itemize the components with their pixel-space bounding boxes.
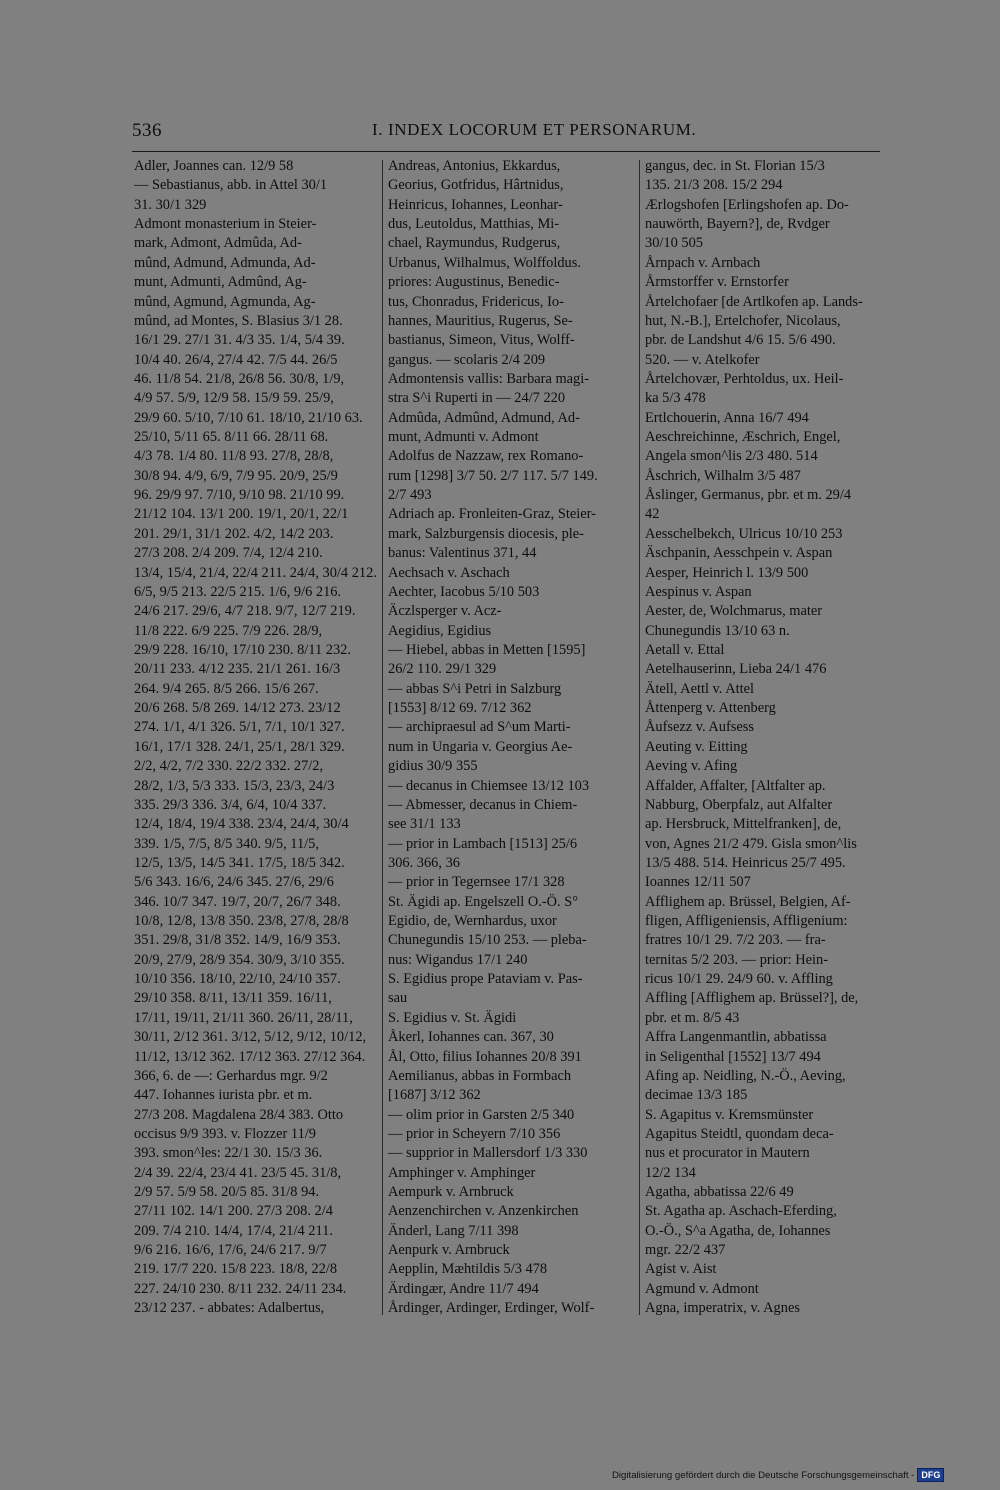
index-line: 13/5 488. 514. Heinricus 25/7 495. xyxy=(645,854,846,871)
index-line: nus: Wigandus 17/1 240 xyxy=(388,951,528,968)
index-line: 335. 29/3 336. 3/4, 6/4, 10/4 337. xyxy=(134,796,327,813)
index-line: Angela smon^lis 2/3 480. 514 xyxy=(645,448,818,465)
index-line: Afflighem ap. Brüssel, Belgien, Af- xyxy=(645,893,851,910)
index-line: Admont monasterium in Steier- xyxy=(134,216,317,233)
index-line: 96. 29/9 97. 7/10, 9/10 98. 21/10 99. xyxy=(134,487,345,504)
index-line: 4/3 78. 1/4 80. 11/8 93. 27/8, 28/8, xyxy=(134,448,334,465)
index-line: 16/1, 17/1 328. 24/1, 25/1, 28/1 329. xyxy=(134,738,345,755)
index-line: Årdinger, Ardinger, Erdinger, Wolf- xyxy=(388,1300,595,1317)
index-line: Affling [Afflighem ap. Brüssel?], de, xyxy=(645,990,859,1007)
index-line: Änderl, Lang 7/11 398 xyxy=(388,1222,519,1239)
index-line: hannes, Mauritius, Rugerus, Se- xyxy=(388,312,573,329)
index-line: Aemilianus, abbas in Formbach xyxy=(388,1067,572,1084)
index-line: 135. 21/3 208. 15/2 294 xyxy=(645,177,783,194)
index-line: Aesschelbekch, Ulricus 10/10 253 xyxy=(645,525,843,542)
index-line: fratres 10/1 29. 7/2 203. — fra- xyxy=(645,932,826,949)
index-line: ap. Hersbruck, Mittelfranken], de, xyxy=(645,816,842,833)
index-line: 13/4, 15/4, 21/4, 22/4 211. 24/4, 30/4 212. xyxy=(134,564,377,581)
index-line: Aesper, Heinrich l. 13/9 500 xyxy=(645,564,809,581)
index-line: Admontensis vallis: Barbara magi- xyxy=(388,370,590,387)
index-line: 10/8, 12/8, 13/8 350. 23/8, 27/8, 28/8 xyxy=(134,913,349,930)
index-line: 30/10 505 xyxy=(645,235,703,252)
index-line: Årtelchovær, Perhtoldus, ux. Heil- xyxy=(645,370,844,387)
index-line: stra S^i Ruperti in — 24/7 220 xyxy=(388,390,566,407)
index-line: 6/5, 9/5 213. 22/5 215. 1/6, 9/6 216. xyxy=(134,583,342,600)
index-line: sau xyxy=(388,990,408,1007)
index-line: Nabburg, Oberpfalz, aut Alfalter xyxy=(645,796,833,813)
index-line: Äczlsperger v. Acz- xyxy=(388,603,502,620)
index-line: Chunegundis 13/10 63 n. xyxy=(645,622,790,639)
index-line: Aespinus v. Aspan xyxy=(645,583,752,600)
index-line: 264. 9/4 265. 8/5 266. 15/6 267. xyxy=(134,680,319,697)
index-line: bastianus, Simeon, Vitus, Wolff- xyxy=(388,332,575,349)
index-line: mûnd, ad Montes, S. Blasius 3/1 28. xyxy=(134,312,343,329)
index-line: Aepplin, Mæhtildis 5/3 478 xyxy=(388,1261,548,1278)
index-line: 11/8 222. 6/9 225. 7/9 226. 28/9, xyxy=(134,622,323,639)
index-line: Årnpach v. Arnbach xyxy=(645,254,761,271)
index-line: 201. 29/1, 31/1 202. 4/2, 14/2 203. xyxy=(134,525,334,542)
index-line: O.-Ö., S^a Agatha, de, Iohannes xyxy=(645,1222,831,1239)
index-line: Åschrich, Wilhalm 3/5 487 xyxy=(645,467,801,484)
index-line: 12/5, 13/5, 14/5 341. 17/5, 18/5 342. xyxy=(134,854,345,871)
index-line: 2/4 39. 22/4, 23/4 41. 23/5 45. 31/8, xyxy=(134,1164,342,1181)
index-line: S. Egidius v. St. Ägidi xyxy=(388,1009,517,1026)
index-line: 366, 6. de —: Gerhardus mgr. 9/2 xyxy=(134,1067,328,1084)
index-line: 11/12, 13/12 362. 17/12 363. 27/12 364. xyxy=(134,1048,366,1065)
index-line: — archipraesul ad S^um Marti- xyxy=(388,719,571,736)
index-line: — olim prior in Garsten 2/5 340 xyxy=(388,1106,575,1123)
index-line: gidius 30/9 355 xyxy=(388,758,478,775)
index-line: Adolfus de Nazzaw, rex Romano- xyxy=(388,448,584,465)
index-line: Åslinger, Germanus, pbr. et m. 29/4 xyxy=(645,487,852,504)
running-title: I. INDEX LOCORUM ET PERSONARUM. xyxy=(372,120,697,139)
index-line: Aeving v. Afing xyxy=(645,758,738,775)
index-line: — prior in Tegernsee 17/1 328 xyxy=(388,874,565,891)
index-line: Agna, imperatrix, v. Agnes xyxy=(645,1300,800,1317)
index-line: 42 xyxy=(645,506,660,523)
index-line: tus, Chonradus, Fridericus, Io- xyxy=(388,293,564,310)
index-line: S. Egidius prope Pataviam v. Pas- xyxy=(388,971,583,988)
index-line: Aenpurk v. Arnbruck xyxy=(388,1242,510,1259)
index-line: 2/7 493 xyxy=(388,487,432,504)
column-divider xyxy=(382,160,383,1315)
index-line: Aegidius, Egidius xyxy=(388,622,492,639)
index-line: 346. 10/7 347. 19/7, 20/7, 26/7 348. xyxy=(134,893,341,910)
index-line: mûnd, Admund, Admunda, Ad- xyxy=(134,254,316,271)
index-line: Ærlogshofen [Erlingshofen ap. Do- xyxy=(645,196,849,213)
index-line: banus: Valentinus 371, 44 xyxy=(388,545,537,562)
index-line: 29/9 60. 5/10, 7/10 61. 18/10, 21/10 63. xyxy=(134,409,363,426)
index-line: 2/2, 4/2, 7/2 330. 22/2 332. 27/2, xyxy=(134,758,324,775)
footer xyxy=(612,1468,944,1482)
index-line: 10/4 40. 26/4, 27/4 42. 7/5 44. 26/5 xyxy=(134,351,338,368)
index-line: 520. — v. Atelkofer xyxy=(645,351,760,368)
index-line: Agatha, abbatissa 22/6 49 xyxy=(645,1184,794,1201)
index-line: Årmstorffer v. Ernstorfer xyxy=(645,274,789,291)
index-line: Årtelchofaer [de Artlkofen ap. Lands- xyxy=(645,293,863,310)
index-line: 12/2 134 xyxy=(645,1164,696,1181)
index-column-1 xyxy=(134,157,377,1319)
index-line: — Sebastianus, abb. in Attel 30/1 xyxy=(134,177,328,194)
index-line: 24/6 217. 29/6, 4/7 218. 9/7, 12/7 219. xyxy=(134,603,356,620)
index-line: Aeschreichinne, Æschrich, Engel, xyxy=(645,429,841,446)
index-line: 227. 24/10 230. 8/11 232. 24/11 234. xyxy=(134,1280,347,1297)
index-line: Aeuting v. Eitting xyxy=(645,738,748,755)
index-line: pbr. de Landshut 4/6 15. 5/6 490. xyxy=(645,332,836,349)
dfg-logo: DFG xyxy=(917,1468,944,1482)
index-line: 447. Iohannes iurista pbr. et m. xyxy=(134,1087,313,1104)
index-line: rum [1298] 3/7 50. 2/7 117. 5/7 149. xyxy=(388,467,598,484)
index-line: — prior in Lambach [1513] 25/6 xyxy=(388,835,578,852)
index-line: 219. 17/7 220. 15/8 223. 18/8, 22/8 xyxy=(134,1261,338,1278)
index-line: nauwörth, Bayern?], de, Rvdger xyxy=(645,216,830,233)
index-line: gangus, dec. in St. Florian 15/3 xyxy=(645,158,825,174)
index-line: munt, Admunti v. Admont xyxy=(388,429,539,446)
index-line: Aetall v. Ettal xyxy=(645,641,725,658)
index-line: 31. 30/1 329 xyxy=(134,196,207,213)
index-line: Urbanus, Wilhalmus, Wolffoldus. xyxy=(388,254,581,271)
index-line: mark, Salzburgensis diocesis, ple- xyxy=(388,525,584,542)
index-line: 209. 7/4 210. 14/4, 17/4, 21/4 211. xyxy=(134,1222,333,1239)
index-line: Aechter, Iacobus 5/10 503 xyxy=(388,583,540,600)
index-line: Aenzenchirchen v. Anzenkirchen xyxy=(388,1203,579,1220)
header-rule xyxy=(132,151,880,152)
index-line: Agmund v. Admont xyxy=(645,1280,759,1297)
index-line: Ärdingær, Andre 11/7 494 xyxy=(388,1280,539,1297)
index-line: 25/10, 5/11 65. 8/11 66. 28/11 68. xyxy=(134,429,329,446)
index-line: — abbas S^i Petri in Salzburg xyxy=(388,680,562,697)
index-line: 9/6 216. 16/6, 17/6, 24/6 217. 9/7 xyxy=(134,1242,327,1259)
index-column-2 xyxy=(388,157,634,1319)
index-line: priores: Augustinus, Benedic- xyxy=(388,274,560,291)
index-line: S. Agapitus v. Kremsmünster xyxy=(645,1106,814,1123)
index-line: Agist v. Aist xyxy=(645,1261,717,1278)
index-line: munt, Admunti, Admûnd, Ag- xyxy=(134,274,307,291)
index-line: [1687] 3/12 362 xyxy=(388,1087,481,1104)
index-line: nus et procurator in Mautern xyxy=(645,1145,810,1162)
index-line: ricus 10/1 29. 24/9 60. v. Affling xyxy=(645,971,833,988)
index-line: 393. smon^les: 22/1 30. 15/3 36. xyxy=(134,1145,323,1162)
index-line: Andreas, Antonius, Ekkardus, xyxy=(388,158,561,174)
index-line: Afing ap. Neidling, N.-Ö., Aeving, xyxy=(645,1067,846,1084)
index-line: 30/8 94. 4/9, 6/9, 7/9 95. 20/9, 25/9 xyxy=(134,467,338,484)
index-line: Åkerl, Iohannes can. 367, 30 xyxy=(388,1029,554,1046)
index-line: occisus 9/9 393. v. Flozzer 11/9 xyxy=(134,1125,316,1142)
index-line: 306. 366, 36 xyxy=(388,854,460,871)
index-line: Agapitus Steidtl, quondam deca- xyxy=(645,1125,834,1142)
index-line: Åufsezz v. Aufsess xyxy=(645,719,754,736)
index-line: Aechsach v. Aschach xyxy=(388,564,510,581)
index-line: Aempurk v. Arnbruck xyxy=(388,1184,514,1201)
index-line: Ioannes 12/11 507 xyxy=(645,874,751,891)
index-line: 2/9 57. 5/9 58. 20/5 85. 31/8 94. xyxy=(134,1184,320,1201)
index-line: Amphinger v. Amphinger xyxy=(388,1164,536,1181)
index-line: Ål, Otto, filius Iohannes 20/8 391 xyxy=(388,1048,582,1065)
index-line: von, Agnes 21/2 479. Gisla smon^lis xyxy=(645,835,857,852)
index-line: Heinricus, Iohannes, Leonhar- xyxy=(388,196,563,213)
index-line: 274. 1/1, 4/1 326. 5/1, 7/1, 10/1 327. xyxy=(134,719,345,736)
index-line: num in Ungaria v. Georgius Ae- xyxy=(388,738,573,755)
index-line: — supprior in Mallersdorf 1/3 330 xyxy=(388,1145,588,1162)
index-line: fligen, Affligeniensis, Affligenium: xyxy=(645,913,848,930)
index-line: 17/11, 19/11, 21/11 360. 26/11, 28/11, xyxy=(134,1009,353,1026)
index-line: 27/3 208. 2/4 209. 7/4, 12/4 210. xyxy=(134,545,323,562)
index-line: 29/10 358. 8/11, 13/11 359. 16/11, xyxy=(134,990,332,1007)
index-line: Åttenperg v. Attenberg xyxy=(645,700,776,717)
index-line: see 31/1 133 xyxy=(388,816,461,833)
index-line: Affalder, Affalter, [Altfalter ap. xyxy=(645,777,826,794)
index-line: 20/11 233. 4/12 235. 21/1 261. 16/3 xyxy=(134,661,341,678)
index-line: in Seligenthal [1552] 13/7 494 xyxy=(645,1048,821,1065)
index-line: mark, Admont, Admûda, Ad- xyxy=(134,235,302,252)
index-line: Aester, de, Wolchmarus, mater xyxy=(645,603,823,620)
index-line: 20/9, 27/9, 28/9 354. 30/9, 3/10 355. xyxy=(134,951,345,968)
index-line: Aetelhauserinn, Lieba 24/1 476 xyxy=(645,661,827,678)
index-line: Egidio, de, Wernhardus, uxor xyxy=(388,913,557,930)
index-line: — Hiebel, abbas in Metten [1595] xyxy=(388,641,586,658)
index-line: 339. 1/5, 7/5, 8/5 340. 9/5, 11/5, xyxy=(134,835,319,852)
index-line: 27/11 102. 14/1 200. 27/3 208. 2/4 xyxy=(134,1203,333,1220)
index-line: St. Ägidi ap. Engelszell O.-Ö. S° xyxy=(388,893,579,910)
index-line: Chunegundis 15/10 253. — pleba- xyxy=(388,932,587,949)
index-line: 20/6 268. 5/8 269. 14/12 273. 23/12 xyxy=(134,700,341,717)
index-line: 16/1 29. 27/1 31. 4/3 35. 1/4, 5/4 39. xyxy=(134,332,345,349)
index-line: Admûda, Admûnd, Admund, Ad- xyxy=(388,409,580,426)
index-line: Georius, Gotfridus, Hârtnidus, xyxy=(388,177,564,194)
index-line: gangus. — scolaris 2/4 209 xyxy=(388,351,546,368)
footer-credit: Digitalisierung gefördert durch die Deutsche Forschungsgemeinschaft - xyxy=(612,1469,915,1481)
index-line: 30/11, 2/12 361. 3/12, 5/12, 9/12, 10/12, xyxy=(134,1029,367,1046)
page-number: 536 xyxy=(132,120,162,141)
index-line: [1553] 8/12 69. 7/12 362 xyxy=(388,700,532,717)
index-line: mûnd, Agmund, Agmunda, Ag- xyxy=(134,293,316,310)
index-line: St. Agatha ap. Aschach-Eferding, xyxy=(645,1203,837,1220)
index-line: Ätell, Aettl v. Attel xyxy=(645,680,754,697)
index-line: 27/3 208. Magdalena 28/4 383. Otto xyxy=(134,1106,344,1123)
index-line: 10/10 356. 18/10, 22/10, 24/10 357. xyxy=(134,971,341,988)
index-line: — Abmesser, decanus in Chiem- xyxy=(388,796,578,813)
index-column-3 xyxy=(645,157,890,1319)
index-line: chael, Raymundus, Rudgerus, xyxy=(388,235,561,252)
index-line: Affra Langenmantlin, abbatissa xyxy=(645,1029,827,1046)
index-line: 5/6 343. 16/6, 24/6 345. 27/6, 29/6 xyxy=(134,874,334,891)
index-line: Adriach ap. Fronleiten-Graz, Steier- xyxy=(388,506,596,523)
index-line: ternitas 5/2 203. — prior: Hein- xyxy=(645,951,829,968)
index-line: — decanus in Chiemsee 13/12 103 xyxy=(388,777,590,794)
index-line: Adler, Joannes can. 12/9 58 xyxy=(134,158,294,174)
index-line: ka 5/3 478 xyxy=(645,390,706,407)
index-line: decimae 13/3 185 xyxy=(645,1087,748,1104)
index-line: 4/9 57. 5/9, 12/9 58. 15/9 59. 25/9, xyxy=(134,390,334,407)
index-line: 12/4, 18/4, 19/4 338. 23/4, 24/4, 30/4 xyxy=(134,816,349,833)
index-line: dus, Leutoldus, Matthias, Mi- xyxy=(388,216,560,233)
index-line: hut, N.-B.], Ertelchofer, Nicolaus, xyxy=(645,312,841,329)
index-line: — prior in Scheyern 7/10 356 xyxy=(388,1125,561,1142)
index-line: 21/12 104. 13/1 200. 19/1, 20/1, 22/1 xyxy=(134,506,349,523)
index-line: mgr. 22/2 437 xyxy=(645,1242,726,1259)
index-line: 23/12 237. - abbates: Adalbertus, xyxy=(134,1300,325,1317)
index-line: Ertlchouerin, Anna 16/7 494 xyxy=(645,409,809,426)
index-line: 26/2 110. 29/1 329 xyxy=(388,661,497,678)
index-line: 46. 11/8 54. 21/8, 26/8 56. 30/8, 1/9, xyxy=(134,370,345,387)
column-divider xyxy=(639,160,640,1315)
index-line: 351. 29/8, 31/8 352. 14/9, 16/9 353. xyxy=(134,932,341,949)
index-line: Äschpanin, Aesschpein v. Aspan xyxy=(645,545,833,562)
index-line: pbr. et m. 8/5 43 xyxy=(645,1009,740,1026)
index-line: 29/9 228. 16/10, 17/10 230. 8/11 232. xyxy=(134,641,351,658)
page-header xyxy=(132,120,880,144)
index-line: 28/2, 1/3, 5/3 333. 15/3, 23/3, 24/3 xyxy=(134,777,335,794)
